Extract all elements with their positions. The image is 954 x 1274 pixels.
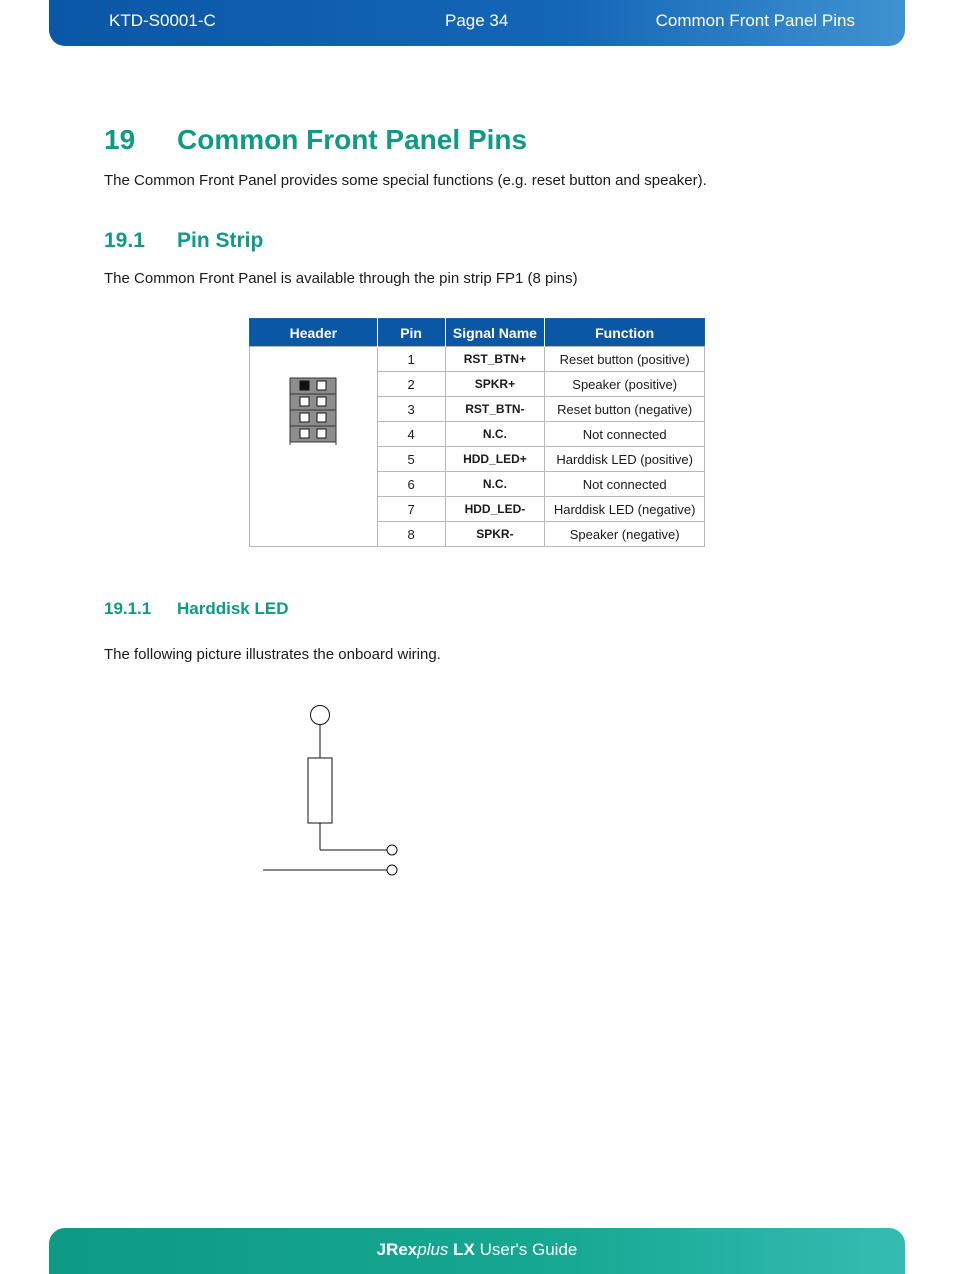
- column-header: Pin: [377, 319, 445, 347]
- section-title: Common Front Panel Pins: [177, 124, 528, 155]
- pin-table: [249, 318, 705, 547]
- subsection-heading: [104, 229, 263, 253]
- subsection-number: 19.1: [104, 229, 145, 252]
- footer-brand: JRex: [376, 1240, 418, 1259]
- table-header-row: [250, 319, 705, 347]
- header-diagram-cell: [250, 347, 378, 547]
- footer-model: LX: [453, 1240, 475, 1259]
- subsection-title: Pin Strip: [177, 229, 264, 252]
- pin-function: Reset button (positive): [545, 347, 705, 372]
- column-header: Function: [545, 319, 705, 347]
- pin-function: Harddisk LED (negative): [545, 497, 705, 522]
- pin-function: Reset button (negative): [545, 397, 705, 422]
- resistor: [308, 758, 332, 823]
- subsection-intro: The Common Front Panel is available through the pin strip FP1 (8 pins): [104, 270, 578, 287]
- footer-title: [49, 1240, 905, 1260]
- footer-guide: User's Guide: [479, 1240, 578, 1259]
- pin-header-diagram: [289, 377, 337, 445]
- signal-name: HDD_LED-: [445, 497, 545, 522]
- section-number: 19: [104, 124, 136, 155]
- pin-function: Speaker (positive): [545, 372, 705, 397]
- led-positive-terminal: [387, 845, 397, 855]
- subsubsection-intro: The following picture illustrates the onboard wiring.: [104, 646, 441, 663]
- supply-terminal: [311, 706, 330, 725]
- page-number: Page 34: [445, 11, 509, 30]
- column-header: Signal Name: [445, 319, 545, 347]
- signal-name: N.C.: [445, 472, 545, 497]
- pin-function: Not connected: [545, 422, 705, 447]
- signal-name: N.C.: [445, 422, 545, 447]
- subsubsection-heading: [104, 599, 288, 619]
- pin-number: 7: [377, 497, 445, 522]
- section-heading: [104, 124, 527, 156]
- pin-number: 6: [377, 472, 445, 497]
- section-intro: The Common Front Panel provides some special functions (e.g. reset button and speaker).: [104, 172, 707, 189]
- pin-number: 8: [377, 522, 445, 547]
- pin-number: 1: [377, 347, 445, 372]
- subsubsection-title: Harddisk LED: [177, 599, 289, 618]
- table-row: [250, 347, 705, 372]
- led-wiring-diagram: [255, 700, 405, 880]
- header-section-title: Common Front Panel Pins: [655, 11, 855, 30]
- footer-brand-plus: plus: [417, 1240, 449, 1259]
- signal-name: HDD_LED+: [445, 447, 545, 472]
- page-header-bar: [49, 0, 905, 46]
- pin-function: Harddisk LED (positive): [545, 447, 705, 472]
- signal-name: SPKR+: [445, 372, 545, 397]
- signal-name: RST_BTN-: [445, 397, 545, 422]
- subsubsection-number: 19.1.1: [104, 599, 152, 618]
- signal-name: RST_BTN+: [445, 347, 545, 372]
- page-footer-bar: [49, 1228, 905, 1274]
- pin-number: 3: [377, 397, 445, 422]
- led-negative-terminal: [387, 865, 397, 875]
- pin-number: 5: [377, 447, 445, 472]
- column-header: Header: [250, 319, 378, 347]
- pin-function: Speaker (negative): [545, 522, 705, 547]
- pin-number: 4: [377, 422, 445, 447]
- pin-function: Not connected: [545, 472, 705, 497]
- document-id: KTD-S0001-C: [109, 11, 216, 30]
- pin-number: 2: [377, 372, 445, 397]
- signal-name: SPKR-: [445, 522, 545, 547]
